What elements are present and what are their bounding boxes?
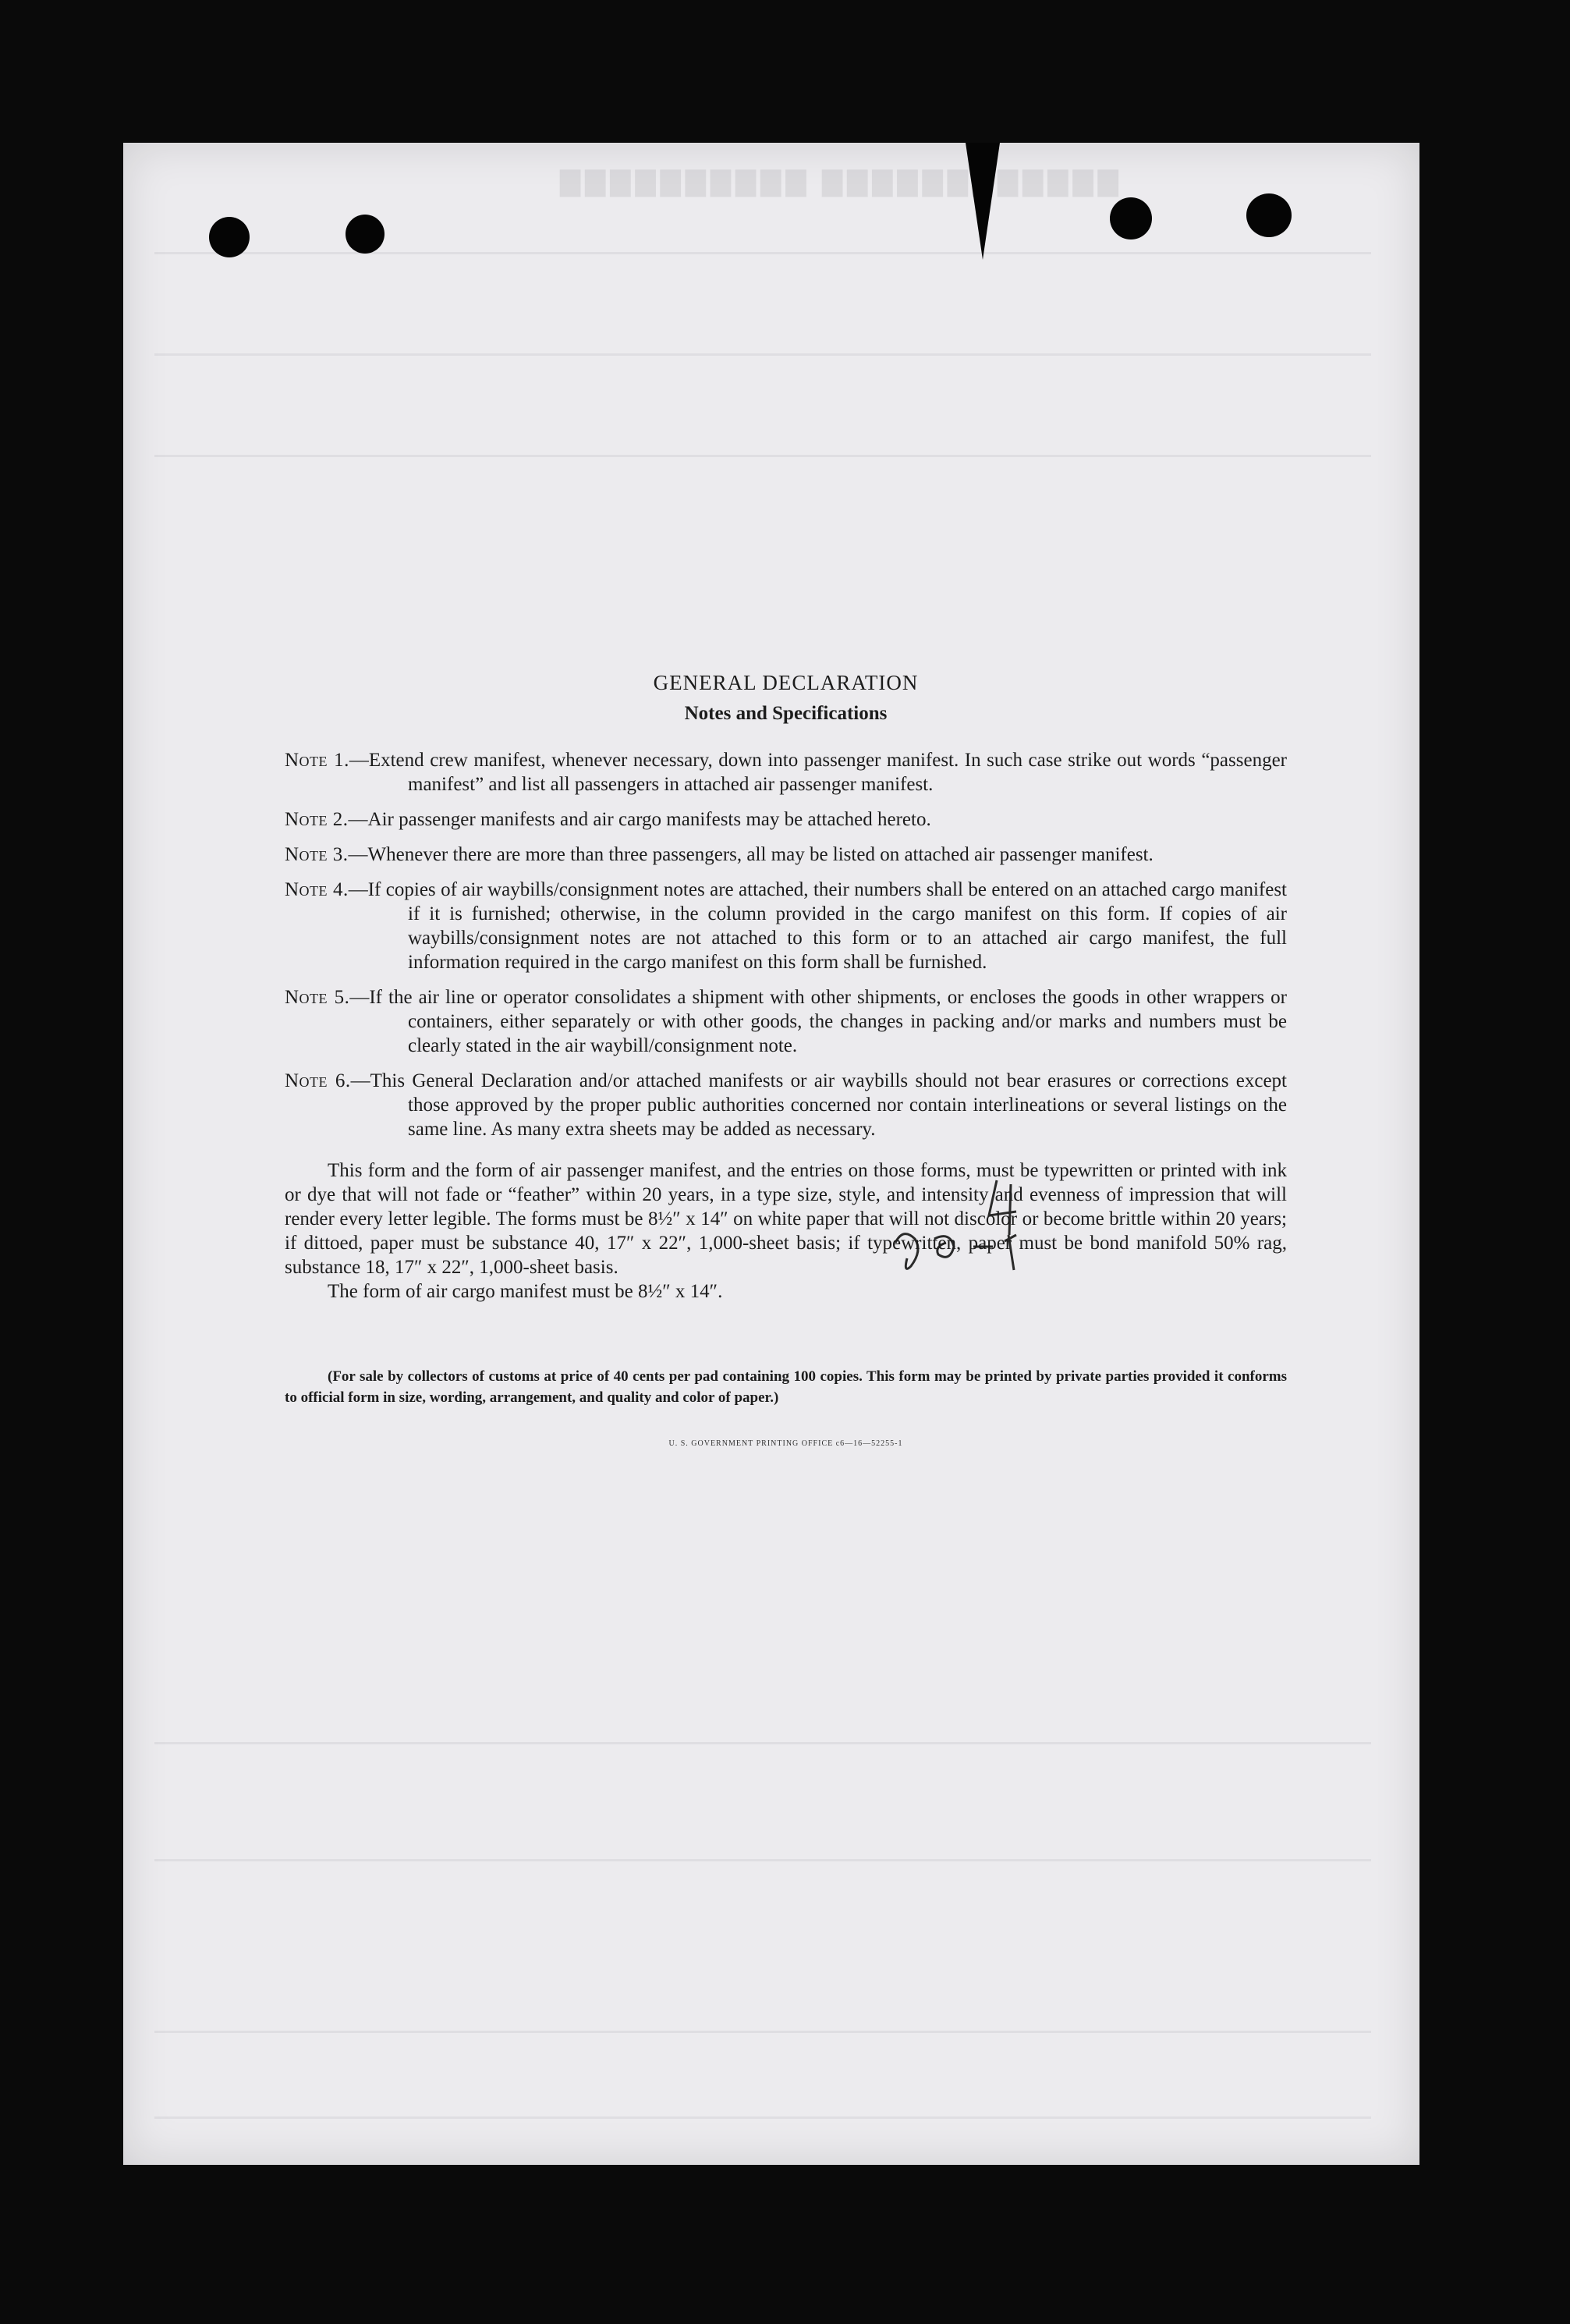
paper-tear: [966, 143, 1000, 260]
note-text: —Air passenger manifests and air cargo manifests may be attached hereto.: [348, 809, 931, 830]
show-through-header: ▇▇▇▇▇▇▇▇▇▇ ▇▇▇▇▇▇▇▇▇▇▇▇: [560, 168, 1123, 197]
note-1: [285, 748, 1287, 797]
show-through-line: [154, 1859, 1371, 1861]
note-label: Note 3.: [285, 844, 349, 865]
note-6: [285, 1069, 1287, 1141]
notes-list: [285, 748, 1287, 1141]
printer-imprint: U. S. GOVERNMENT PRINTING OFFICE c6—16—52255-1: [668, 1439, 903, 1448]
cargo-manifest-size: The form of air cargo manifest must be 8½″ x 14″.: [328, 1281, 723, 1302]
note-label: Note 4.: [285, 879, 349, 900]
note-label: Note 5.: [285, 987, 350, 1008]
note-text: —This General Declaration and/or attached manifests or air waybills should not bear erasures or corrections except those approved by the proper public authorities concerned nor contain interlineations or several listings on the same line. As many extra sheets may be added as necessary.: [350, 1070, 1287, 1140]
show-through-line: [154, 353, 1371, 356]
show-through-line: [154, 252, 1371, 254]
show-through-line: [154, 2116, 1371, 2119]
punch-hole: [209, 217, 250, 257]
show-through-line: [154, 1742, 1371, 1744]
note-5: [285, 985, 1287, 1058]
show-through-line: [154, 2031, 1371, 2033]
note-2: [285, 807, 1287, 832]
punch-hole: [346, 215, 385, 254]
declaration-content: [285, 671, 1287, 1448]
note-4: [285, 878, 1287, 974]
form-specification-paragraph: This form and the form of air passenger manifest, and the entries on those forms, must be typewritten or printed with ink or dye that will not fade or “feather” within 20 years, in a type size, style, and intensity and evenness of impression that will render every letter legible. The forms must be 8½″ x 14″ on white paper that will not discolor or become brittle within 20 years; if dittoed, paper must be substance 40, 17″ x 22″, 1,000-sheet basis; if typewritten, paper must be bond manifold 50% rag, substance 18, 17″ x 22″, 1,000-sheet basis.: [285, 1160, 1287, 1278]
note-label: Note 2.: [285, 809, 349, 830]
note-label: Note 6.: [285, 1070, 351, 1091]
note-text: —Whenever there are more than three passengers, all may be listed on attached air passenger manifest.: [348, 844, 1154, 865]
document-title: GENERAL DECLARATION: [653, 671, 919, 694]
note-3: [285, 843, 1287, 867]
show-through-line: [154, 455, 1371, 457]
note-text: —If copies of air waybills/consignment notes are attached, their numbers shall be entered on an attached cargo manifest if it is furnished; otherwise, in the column provided in the cargo manifest on this form. If copies of air waybills/consignment notes are not attached to this form or to an attached air cargo manifest, the full information required in the cargo manifest on this form shall be furnished.: [348, 879, 1287, 973]
note-text: —If the air line or operator consolidates a shipment with other shipments, or encloses the goods in other wrappers or containers, either separately or with other goods, the changes in packing and/or marks and numbers must be clearly stated in the air waybill/consignment note.: [349, 987, 1287, 1056]
punch-hole: [1110, 197, 1152, 239]
document-subtitle: Notes and Specifications: [684, 703, 888, 724]
punch-hole: [1246, 193, 1292, 237]
note-text: —Extend crew manifest, whenever necessary, down into passenger manifest. In such case strike out words “passenger manifest” and list all passengers in attached air passenger manifest.: [349, 750, 1287, 795]
note-label: Note 1.: [285, 750, 349, 771]
sale-notice: (For sale by collectors of customs at price of 40 cents per pad containing 100 copies. This form may be printed by private parties provided it conforms to official form in size, wording, arrangement, and quality and color of paper.): [285, 1368, 1287, 1406]
